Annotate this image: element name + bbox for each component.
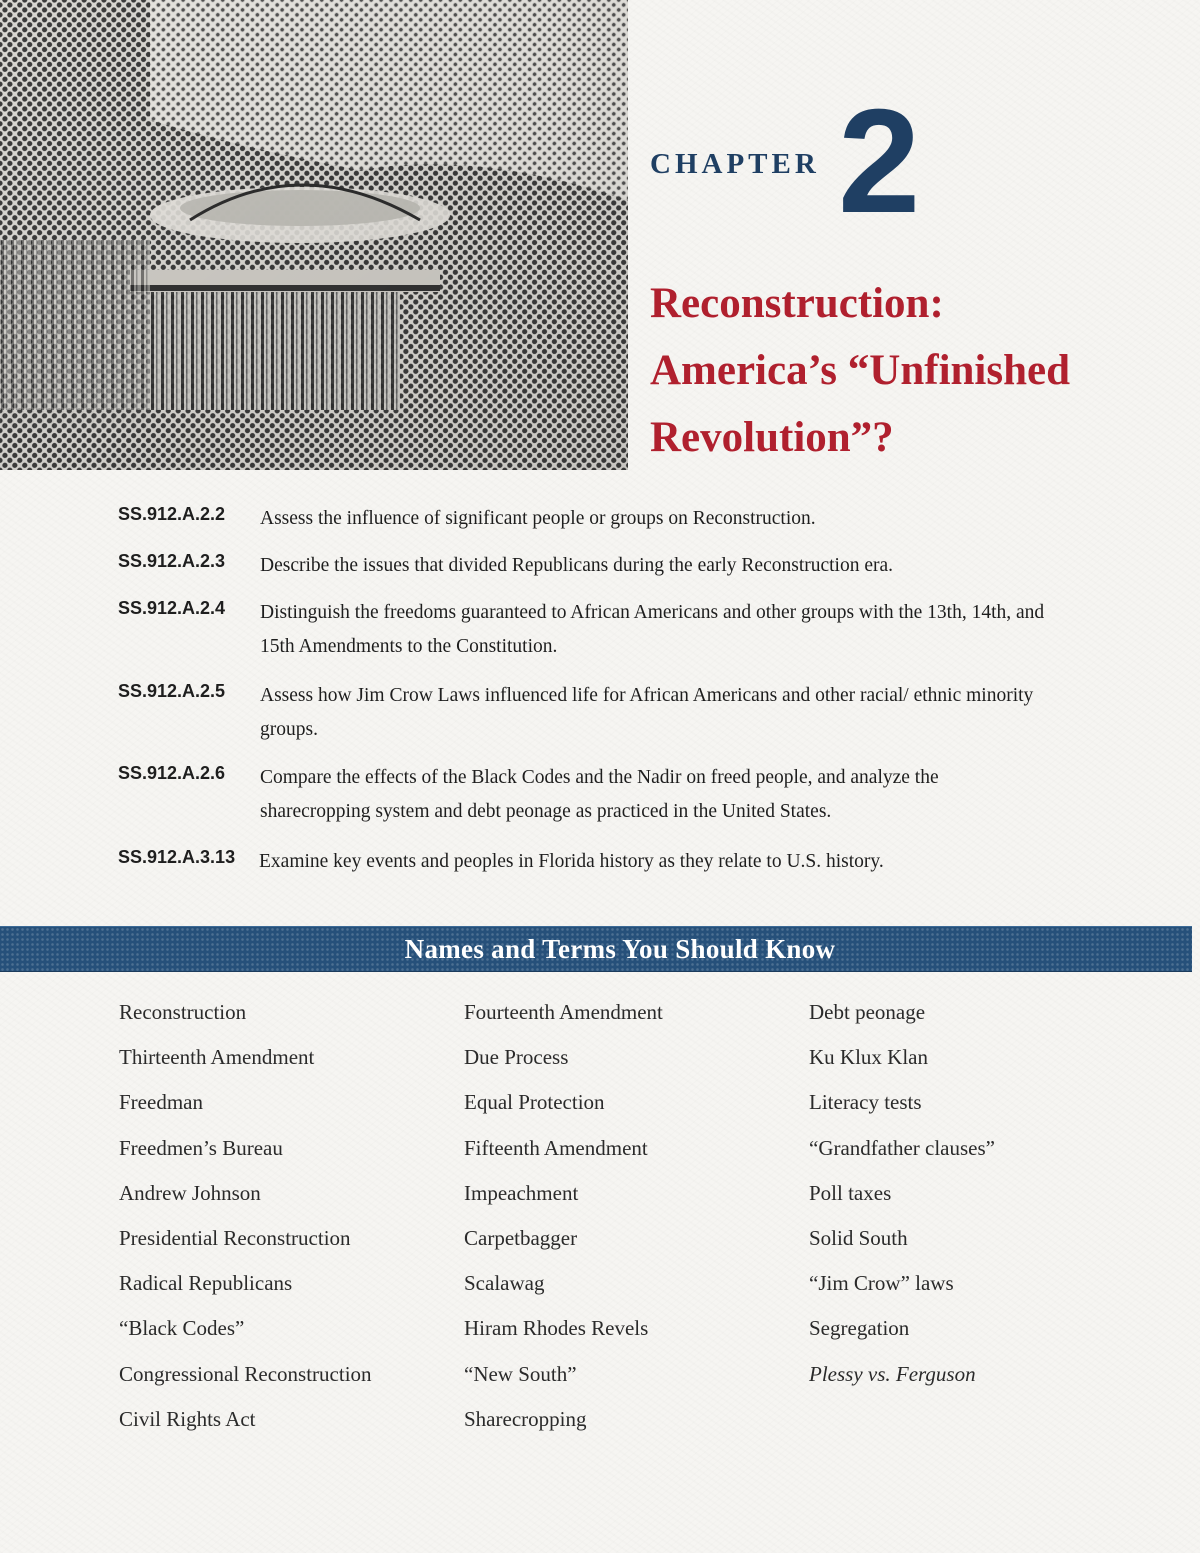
terms-column-1 bbox=[119, 996, 372, 1448]
standard-text: Compare the effects of the Black Codes and the Nadir on freed people, and analyze the sharecropping system and debt peonage as practiced in the United States. bbox=[260, 767, 939, 822]
term-item: Impeachment bbox=[464, 1180, 579, 1205]
term-item: “Grandfather clauses” bbox=[809, 1135, 995, 1160]
standard-code: SS.912.A.2.6 bbox=[118, 763, 226, 783]
terms-column-3 bbox=[809, 996, 995, 1403]
terms-list bbox=[0, 996, 1200, 1456]
term-item-court-case: Plessy vs. Ferguson bbox=[809, 1361, 976, 1386]
term-item: Fourteenth Amendment bbox=[464, 1000, 663, 1024]
term-item: Poll taxes bbox=[809, 1180, 892, 1205]
term-item: Andrew Johnson bbox=[119, 1180, 261, 1205]
term-item: “Jim Crow” laws bbox=[809, 1271, 954, 1296]
chapter-title-line: America’s “Unfinished bbox=[650, 347, 1071, 394]
term-item: Reconstruction bbox=[119, 1000, 247, 1024]
chapter-label: CHAPTER bbox=[650, 148, 820, 180]
term-item: Due Process bbox=[464, 1045, 569, 1070]
term-item: Freedmen’s Bureau bbox=[119, 1135, 283, 1160]
term-item: Sharecropping bbox=[464, 1406, 587, 1431]
term-item: Radical Republicans bbox=[119, 1271, 293, 1296]
term-item: Ku Klux Klan bbox=[809, 1045, 928, 1070]
standard-text: Assess the influence of significant people or groups on Reconstruction. bbox=[260, 508, 816, 529]
chapter-title-line: Reconstruction: bbox=[650, 280, 944, 327]
chapter-title-line: Revolution”? bbox=[650, 414, 894, 461]
term-item: Hiram Rhodes Revels bbox=[464, 1316, 649, 1341]
chapter-heading bbox=[650, 79, 1190, 244]
standard-text: Distinguish the freedoms guaranteed to African Americans and other groups with the 13th, 14th, and 15th Amendments to the Constitution. bbox=[260, 602, 1045, 657]
term-item: Civil Rights Act bbox=[119, 1406, 256, 1431]
term-item: Segregation bbox=[809, 1316, 910, 1341]
term-item: Debt peonage bbox=[809, 1000, 926, 1024]
chapter-title bbox=[650, 270, 1195, 471]
standard-code: SS.912.A.2.5 bbox=[118, 681, 226, 701]
term-item: Equal Protection bbox=[464, 1090, 605, 1115]
term-item: Carpetbagger bbox=[464, 1225, 578, 1250]
term-item: Literacy tests bbox=[809, 1090, 922, 1115]
term-item: Thirteenth Amendment bbox=[119, 1045, 315, 1070]
standard-code: SS.912.A.2.2 bbox=[118, 504, 226, 524]
term-item: Presidential Reconstruction bbox=[119, 1225, 351, 1250]
terms-column-2 bbox=[464, 996, 663, 1448]
standard-code: SS.912.A.2.4 bbox=[118, 598, 226, 618]
standard-code: SS.912.A.2.3 bbox=[118, 551, 226, 571]
term-item: Solid South bbox=[809, 1225, 908, 1250]
standard-code: SS.912.A.3.13 bbox=[118, 847, 236, 867]
term-item: Congressional Reconstruction bbox=[119, 1361, 372, 1386]
term-item: “Black Codes” bbox=[119, 1316, 245, 1341]
terms-banner bbox=[0, 926, 1192, 972]
standard-text: Examine key events and peoples in Florida history as they relate to U.S. history. bbox=[259, 851, 884, 872]
term-item: Freedman bbox=[119, 1090, 203, 1115]
standard-text: Assess how Jim Crow Laws influenced life for African Americans and other racial/ ethnic minority groups. bbox=[260, 685, 1034, 740]
capitol-building-engraving bbox=[0, 0, 628, 470]
standard-text: Describe the issues that divided Republicans during the early Reconstruction era. bbox=[260, 555, 894, 576]
term-item: “New South” bbox=[464, 1361, 577, 1386]
term-item: Scalawag bbox=[464, 1271, 545, 1296]
term-item: Fifteenth Amendment bbox=[464, 1135, 648, 1160]
terms-banner-title: Names and Terms You Should Know bbox=[404, 934, 836, 964]
chapter-number: 2 bbox=[838, 79, 921, 244]
